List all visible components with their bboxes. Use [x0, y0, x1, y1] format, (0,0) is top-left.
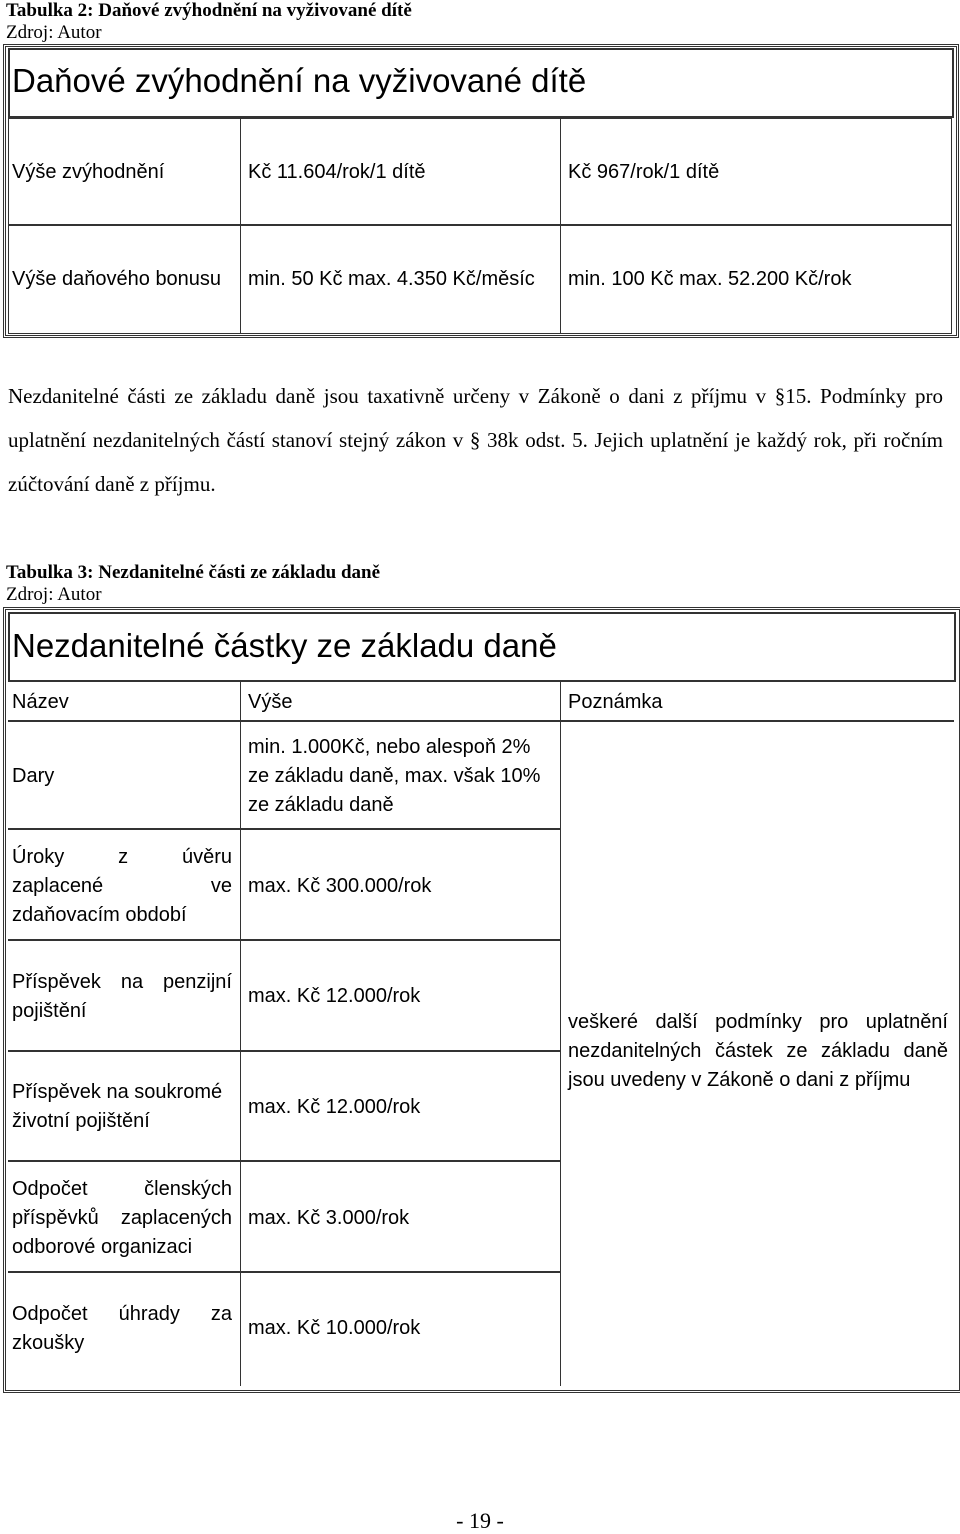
page-number: - 19 -	[456, 1508, 504, 1533]
table2-caption-source: Zdroj: Autor	[6, 22, 102, 43]
table3-header-note: Poznámka	[568, 691, 663, 713]
table3-note: veškeré další podmínky pro uplatnění nezdanitelných částek ze základu daně jsou uvedeny v Zákoně o dani z příjmu	[568, 1011, 948, 1091]
table3-row-divider	[8, 1160, 560, 1162]
table3-row-divider	[8, 1271, 560, 1273]
table3-row2-name: Úroky z úvěru zaplacené ve zdaňovacím období	[12, 846, 232, 926]
table3-row6-name: Odpočet úhrady za zkoušky	[12, 1303, 232, 1354]
table2-col-divider-2	[560, 118, 561, 334]
table2-row1-label: Výše zvýhodnění	[12, 161, 165, 183]
table3-row5-name: Odpočet členských příspěvků zaplacených odborové organizaci	[12, 1178, 232, 1258]
table3-row6-amount: max. Kč 10.000/rok	[248, 1317, 421, 1339]
table3-caption-source: Zdroj: Autor	[6, 584, 102, 605]
table2-row2-label: Výše daňového bonusu	[12, 268, 222, 290]
table3-row1-amount: min. 1.000Kč, nebo alespoň 2% ze základu daně, max. však 10% ze základu daně	[248, 736, 541, 816]
table2-col-divider-1	[240, 118, 241, 334]
table3-row4-amount: max. Kč 12.000/rok	[248, 1096, 421, 1118]
table2-body	[8, 118, 952, 334]
table3-row-divider	[8, 1050, 560, 1052]
table3-row-divider	[8, 939, 560, 941]
table3-caption-title: Tabulka 3: Nezdanitelné části ze základu daně	[6, 562, 381, 583]
table2-row2-col2: min. 100 Kč max. 52.200 Kč/rok	[568, 268, 852, 290]
table3-row3-name: Příspěvek na penzijní pojištění	[12, 971, 232, 1022]
table3-header-amount: Výše	[248, 691, 293, 713]
table3-col-divider-2	[560, 680, 561, 1386]
table2-caption-title: Tabulka 2: Daňové zvýhodnění na vyživované dítě	[6, 0, 412, 21]
table2-title: Daňové zvýhodnění na vyživované dítě	[12, 62, 587, 99]
table2-row-divider	[8, 224, 952, 226]
table3-col-divider-1	[240, 680, 241, 1386]
table3-row1-name: Dary	[12, 765, 55, 787]
table3-header-name: Název	[12, 691, 69, 713]
table2-row2-col1: min. 50 Kč max. 4.350 Kč/měsíc	[248, 268, 535, 290]
body-paragraph: Nezdanitelné části ze základu daně jsou taxativně určeny v Zákoně o dani z příjmu v §15. Podmínky pro uplatnění nezdanitelných částí stanoví stejný zákon v § 38k odst. 5. Jejich uplatnění je každý rok, při ročním zúčtování daně z příjmu.	[8, 384, 943, 496]
table3-row2-amount: max. Kč 300.000/rok	[248, 875, 432, 897]
table2-row1-col1: Kč 11.604/rok/1 dítě	[248, 161, 426, 183]
table3-row5-amount: max. Kč 3.000/rok	[248, 1207, 410, 1229]
table3-header-divider	[8, 720, 954, 722]
table3-row-divider	[8, 828, 560, 830]
table3-row3-amount: max. Kč 12.000/rok	[248, 985, 421, 1007]
table3-row4-name: Příspěvek na soukromé životní pojištění	[12, 1081, 223, 1132]
table3-title: Nezdanitelné částky ze základu daně	[12, 627, 557, 664]
table2-row1-col2: Kč 967/rok/1 dítě	[568, 161, 720, 183]
